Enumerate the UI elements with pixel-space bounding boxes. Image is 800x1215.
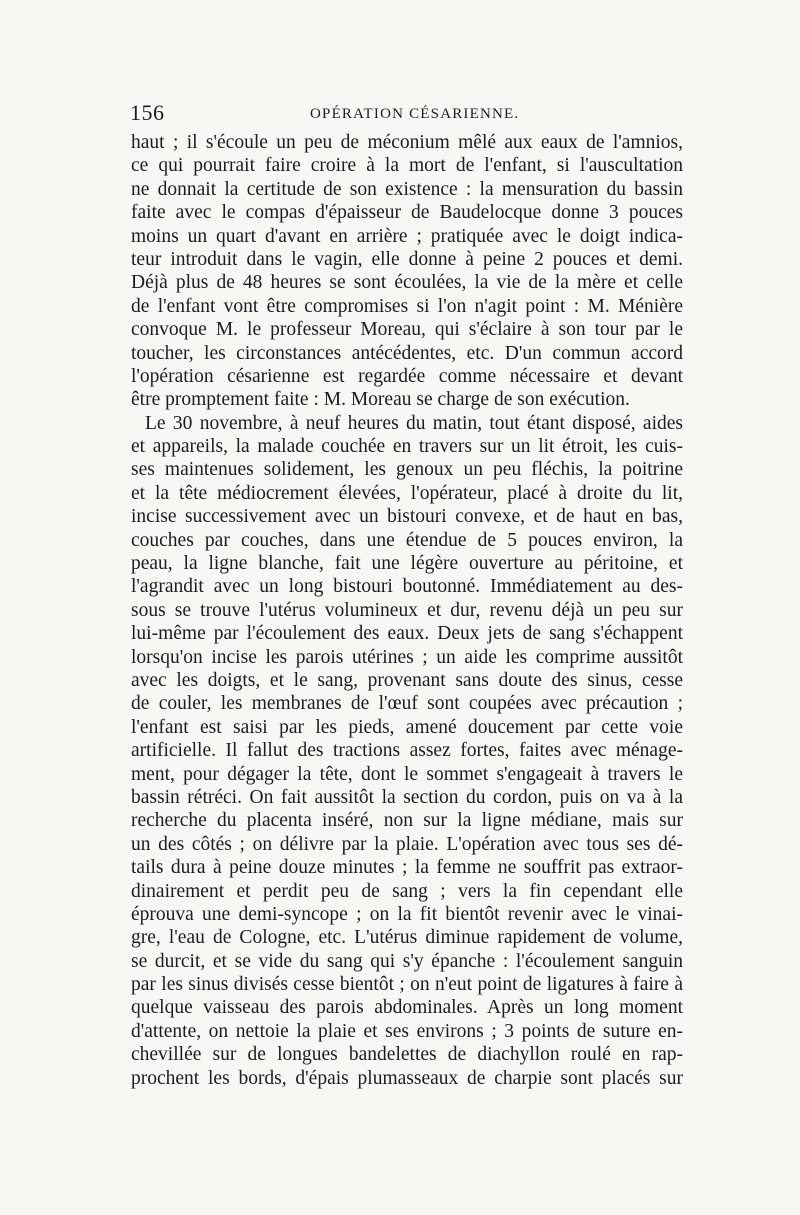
text-line: d'attente, on nettoie la plaie et ses environs ; 3 points de suture en- [131, 1020, 683, 1042]
text-line: chevillée sur de longues bandelettes de diachyllon roulé en rap- [131, 1044, 683, 1066]
text-line: convoque M. le professeur Moreau, qui s'éclaire à son tour par le [131, 319, 683, 341]
text-line: par les sinus divisés cesse bientôt ; on n'eut point de ligatures à faire à [131, 974, 683, 996]
text-line: gre, l'eau de Cologne, etc. L'utérus diminue rapidement de volume, [131, 927, 683, 949]
text-line: et appareils, la malade couchée en travers sur un lit étroit, les cuis- [131, 436, 683, 458]
text-line: recherche du placenta inséré, non sur la ligne médiane, mais sur [131, 810, 683, 832]
text-line: Déjà plus de 48 heures se sont écoulées, la vie de la mère et celle [131, 272, 683, 294]
text-line: lorsqu'on incise les parois utérines ; un aide les comprime aussitôt [131, 646, 683, 668]
text-line: teur introduit dans le vagin, elle donne à peine 2 pouces et demi. [131, 248, 683, 270]
text-line: de couler, les membranes de l'œuf sont coupées avec précaution ; [131, 693, 683, 715]
text-line: incise successivement avec un bistouri convexe, et de haut en bas, [131, 506, 683, 528]
body-text [131, 131, 683, 1090]
text-line: ne donnait la certitude de son existence : la mensuration du bassin [131, 178, 683, 200]
text-line: avec les doigts, et le sang, provenant sans doute des sinus, cesse [131, 669, 683, 691]
text-line: et la tête médiocrement élevées, l'opérateur, placé à droite du lit, [131, 482, 683, 504]
text-line: haut ; il s'écoule un peu de méconium mêlé aux eaux de l'amnios, [131, 132, 683, 153]
text-line: toucher, les circonstances antécédentes, etc. D'un commun accord [131, 342, 683, 364]
text-line: lui-même par l'écoulement des eaux. Deux jets de sang s'échappent [131, 623, 683, 645]
text-line: l'enfant est saisi par les pieds, amené doucement par cette voie [131, 716, 683, 738]
text-line: être promptement faite : M. Moreau se charge de son exécution. [131, 389, 630, 411]
text-line: dinairement et perdit peu de sang ; vers la fin cependant elle [131, 880, 683, 902]
text-line: peau, la ligne blanche, fait une légère ouverture au péritoine, et [131, 553, 683, 575]
text-line: ment, pour dégager la tête, dont le sommet s'engageait à travers le [131, 763, 683, 785]
text-line: ce qui pourrait faire croire à la mort de l'enfant, si l'auscultation [131, 155, 683, 177]
text-line: sous se trouve l'utérus volumineux et dur, revenu déjà un peu sur [131, 599, 683, 621]
text-line: bassin rétréci. On fait aussitôt la section du cordon, puis on va à la [131, 786, 683, 808]
page-number: 156 [130, 100, 165, 125]
text-line: éprouva une demi-syncope ; on la fit bientôt revenir avec le vinai- [131, 903, 683, 925]
text-line: l'agrandit avec un long bistouri boutonné. Immédiatement au des- [131, 576, 683, 598]
text-line: tails dura à peine douze minutes ; la femme ne souffrit pas extraor- [131, 857, 683, 879]
text-line: artificielle. Il fallut des tractions assez fortes, faites avec ménage- [131, 740, 683, 762]
text-line: Le 30 novembre, à neuf heures du matin, tout étant disposé, aides [145, 412, 683, 434]
text-line: faite avec le compas d'épaisseur de Baudelocque donne 3 pouces [131, 202, 683, 224]
page-header [130, 100, 685, 126]
text-line: un des côtés ; on délivre par la plaie. L'opération avec tous ses dé- [131, 833, 683, 855]
text-line: quelque vaisseau des parois abdominales. Après un long moment [131, 997, 683, 1019]
text-line: couches par couches, dans une étendue de 5 pouces environ, la [131, 529, 683, 551]
text-line: ses maintenues solidement, les genoux un peu fléchis, la poitrine [131, 459, 683, 481]
text-line: l'opération césarienne est regardée comme nécessaire et devant [131, 365, 683, 387]
running-head: OPÉRATION CÉSARIENNE. [310, 106, 520, 122]
text-line: de l'enfant vont être compromises si l'on n'agit point : M. Ménière [131, 295, 683, 317]
text-line: moins un quart d'avant en arrière ; pratiquée avec le doigt indica- [131, 225, 683, 247]
text-line: se durcit, et se vide du sang qui s'y épanche : l'écoulement sanguin [131, 950, 683, 972]
text-line: prochent les bords, d'épais plumasseaux de charpie sont placés sur [131, 1067, 683, 1089]
